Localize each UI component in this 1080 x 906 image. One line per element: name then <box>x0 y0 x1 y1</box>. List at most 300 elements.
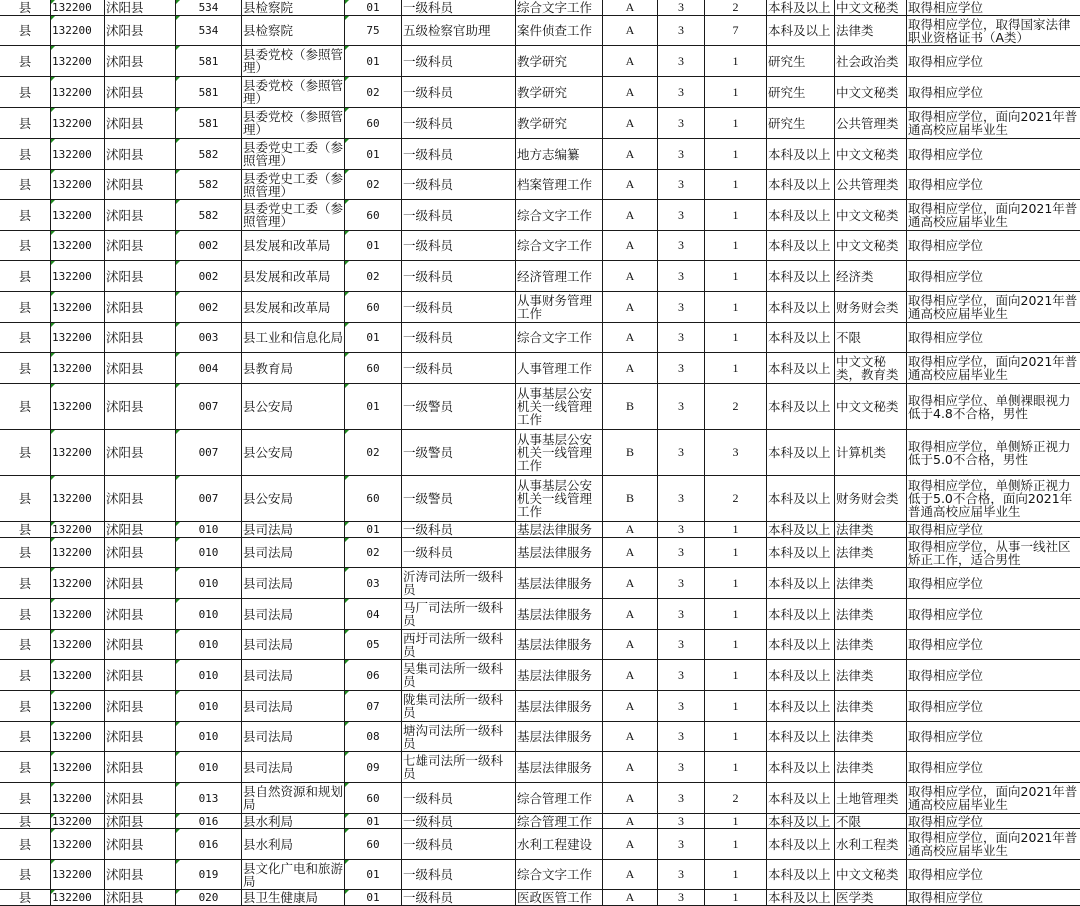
cell-count[interactable]: 1 <box>705 722 767 752</box>
cell-position-code[interactable]: 01 <box>345 46 402 77</box>
cell-position-code[interactable]: 01 <box>345 139 402 170</box>
cell-position-code[interactable]: 04 <box>345 599 402 630</box>
cell-category[interactable]: A <box>603 522 658 538</box>
cell-level[interactable]: 县 <box>0 323 51 353</box>
cell-category[interactable]: A <box>603 783 658 814</box>
cell-level[interactable]: 县 <box>0 599 51 630</box>
cell-region-code[interactable]: 132200 <box>51 660 105 691</box>
cell-other[interactable]: 取得相应学位 <box>907 139 1080 170</box>
cell-major[interactable]: 法律类 <box>835 630 907 660</box>
cell-position-desc[interactable]: 从事基层公安机关一线管理工作 <box>516 430 603 476</box>
cell-category[interactable]: A <box>603 860 658 890</box>
cell-position-code[interactable]: 02 <box>345 170 402 200</box>
cell-education[interactable]: 本科及以上 <box>767 353 835 384</box>
cell-position-desc[interactable]: 地方志编纂 <box>516 139 603 170</box>
cell-position-desc[interactable]: 综合管理工作 <box>516 783 603 814</box>
cell-region-code[interactable]: 132200 <box>51 752 105 783</box>
cell-region-code[interactable]: 132200 <box>51 722 105 752</box>
cell-count[interactable]: 1 <box>705 814 767 829</box>
cell-ratio[interactable]: 3 <box>658 231 705 261</box>
cell-ratio[interactable]: 3 <box>658 691 705 722</box>
cell-unit-code[interactable]: 010 <box>176 752 242 783</box>
cell-count[interactable]: 2 <box>705 783 767 814</box>
cell-category[interactable]: A <box>603 599 658 630</box>
cell-region-name[interactable]: 沭阳县 <box>105 139 176 170</box>
cell-other[interactable]: 取得相应学位 <box>907 630 1080 660</box>
cell-ratio[interactable]: 3 <box>658 783 705 814</box>
cell-position-code[interactable]: 02 <box>345 261 402 292</box>
cell-unit-code[interactable]: 010 <box>176 630 242 660</box>
cell-position-code[interactable]: 08 <box>345 722 402 752</box>
cell-education[interactable]: 本科及以上 <box>767 660 835 691</box>
cell-unit-name[interactable]: 县教育局 <box>242 353 345 384</box>
cell-region-code[interactable]: 132200 <box>51 0 105 16</box>
cell-region-code[interactable]: 132200 <box>51 599 105 630</box>
cell-position-desc[interactable]: 案件侦查工作 <box>516 16 603 46</box>
cell-position-code[interactable]: 09 <box>345 752 402 783</box>
cell-level[interactable]: 县 <box>0 353 51 384</box>
cell-count[interactable]: 2 <box>705 0 767 16</box>
cell-region-name[interactable]: 沭阳县 <box>105 430 176 476</box>
cell-ratio[interactable]: 3 <box>658 261 705 292</box>
cell-unit-name[interactable]: 县司法局 <box>242 752 345 783</box>
cell-position-code[interactable]: 01 <box>345 0 402 16</box>
cell-other[interactable]: 取得相应学位 <box>907 261 1080 292</box>
cell-major[interactable]: 法律类 <box>835 752 907 783</box>
cell-position-code[interactable]: 02 <box>345 538 402 568</box>
cell-position-desc[interactable]: 基层法律服务 <box>516 630 603 660</box>
cell-other[interactable]: 取得相应学位 <box>907 568 1080 599</box>
cell-unit-code[interactable]: 020 <box>176 890 242 906</box>
cell-region-name[interactable]: 沭阳县 <box>105 538 176 568</box>
cell-position-desc[interactable]: 综合文字工作 <box>516 323 603 353</box>
cell-count[interactable]: 3 <box>705 430 767 476</box>
cell-major[interactable]: 法律类 <box>835 16 907 46</box>
cell-region-name[interactable]: 沭阳县 <box>105 46 176 77</box>
cell-level[interactable]: 县 <box>0 430 51 476</box>
cell-region-code[interactable]: 132200 <box>51 538 105 568</box>
cell-education[interactable]: 本科及以上 <box>767 538 835 568</box>
cell-level[interactable]: 县 <box>0 814 51 829</box>
cell-unit-code[interactable]: 010 <box>176 599 242 630</box>
cell-unit-name[interactable]: 县公安局 <box>242 430 345 476</box>
cell-other[interactable]: 取得相应学位 <box>907 722 1080 752</box>
cell-position-code[interactable]: 60 <box>345 108 402 139</box>
cell-count[interactable]: 2 <box>705 384 767 430</box>
cell-count[interactable]: 1 <box>705 231 767 261</box>
cell-position-code[interactable]: 03 <box>345 568 402 599</box>
cell-position-code[interactable]: 60 <box>345 200 402 231</box>
cell-other[interactable]: 取得相应学位，面向2021年普通高校应届毕业生 <box>907 200 1080 231</box>
cell-region-code[interactable]: 132200 <box>51 522 105 538</box>
cell-position-code[interactable]: 05 <box>345 630 402 660</box>
cell-major[interactable]: 中文文秘类，教育类 <box>835 353 907 384</box>
cell-region-name[interactable]: 沭阳县 <box>105 231 176 261</box>
cell-position-code[interactable]: 01 <box>345 522 402 538</box>
cell-region-code[interactable]: 132200 <box>51 890 105 906</box>
cell-region-code[interactable]: 132200 <box>51 16 105 46</box>
cell-major[interactable]: 公共管理类 <box>835 170 907 200</box>
cell-region-code[interactable]: 132200 <box>51 430 105 476</box>
cell-position-name[interactable]: 一级科员 <box>402 292 516 323</box>
cell-category[interactable]: A <box>603 108 658 139</box>
cell-position-desc[interactable]: 综合管理工作 <box>516 814 603 829</box>
cell-position-desc[interactable]: 从事基层公安机关一线管理工作 <box>516 476 603 522</box>
cell-position-code[interactable]: 01 <box>345 231 402 261</box>
cell-region-name[interactable]: 沭阳县 <box>105 476 176 522</box>
cell-position-desc[interactable]: 从事基层公安机关一线管理工作 <box>516 384 603 430</box>
cell-count[interactable]: 1 <box>705 323 767 353</box>
cell-other[interactable]: 取得相应学位 <box>907 46 1080 77</box>
cell-level[interactable]: 县 <box>0 890 51 906</box>
cell-category[interactable]: B <box>603 430 658 476</box>
cell-position-desc[interactable]: 水利工程建设 <box>516 829 603 860</box>
cell-level[interactable]: 县 <box>0 16 51 46</box>
cell-major[interactable]: 公共管理类 <box>835 108 907 139</box>
cell-major[interactable]: 中文文秘类 <box>835 200 907 231</box>
cell-region-name[interactable]: 沭阳县 <box>105 722 176 752</box>
cell-category[interactable]: A <box>603 292 658 323</box>
cell-count[interactable]: 1 <box>705 292 767 323</box>
cell-other[interactable]: 取得相应学位 <box>907 522 1080 538</box>
cell-category[interactable]: A <box>603 261 658 292</box>
cell-region-name[interactable]: 沭阳县 <box>105 829 176 860</box>
cell-unit-name[interactable]: 县工业和信息化局 <box>242 323 345 353</box>
cell-ratio[interactable]: 3 <box>658 16 705 46</box>
cell-ratio[interactable]: 3 <box>658 538 705 568</box>
cell-ratio[interactable]: 3 <box>658 0 705 16</box>
cell-count[interactable]: 1 <box>705 46 767 77</box>
cell-region-code[interactable]: 132200 <box>51 783 105 814</box>
cell-category[interactable]: A <box>603 0 658 16</box>
cell-level[interactable]: 县 <box>0 476 51 522</box>
cell-count[interactable]: 1 <box>705 108 767 139</box>
cell-category[interactable]: A <box>603 890 658 906</box>
cell-major[interactable]: 经济类 <box>835 261 907 292</box>
cell-major[interactable]: 法律类 <box>835 568 907 599</box>
cell-category[interactable]: A <box>603 722 658 752</box>
cell-region-name[interactable]: 沭阳县 <box>105 860 176 890</box>
cell-position-desc[interactable]: 经济管理工作 <box>516 261 603 292</box>
cell-major[interactable]: 计算机类 <box>835 430 907 476</box>
cell-category[interactable]: A <box>603 829 658 860</box>
cell-position-desc[interactable]: 从事财务管理工作 <box>516 292 603 323</box>
cell-major[interactable]: 中文文秘类 <box>835 77 907 108</box>
cell-position-name[interactable]: 一级警员 <box>402 430 516 476</box>
cell-education[interactable]: 本科及以上 <box>767 231 835 261</box>
cell-region-code[interactable]: 132200 <box>51 476 105 522</box>
cell-unit-name[interactable]: 县公安局 <box>242 476 345 522</box>
cell-education[interactable]: 本科及以上 <box>767 200 835 231</box>
cell-position-name[interactable]: 一级科员 <box>402 108 516 139</box>
cell-category[interactable]: A <box>603 691 658 722</box>
cell-count[interactable]: 1 <box>705 691 767 722</box>
cell-education[interactable]: 本科及以上 <box>767 722 835 752</box>
cell-other[interactable]: 取得相应学位 <box>907 231 1080 261</box>
cell-education[interactable]: 本科及以上 <box>767 568 835 599</box>
cell-education[interactable]: 本科及以上 <box>767 599 835 630</box>
cell-unit-name[interactable]: 县委党史工委（参照管理） <box>243 140 344 168</box>
cell-category[interactable]: B <box>603 384 658 430</box>
cell-education[interactable]: 本科及以上 <box>767 522 835 538</box>
cell-education[interactable]: 本科及以上 <box>767 430 835 476</box>
cell-category[interactable]: A <box>603 660 658 691</box>
cell-region-name[interactable]: 沭阳县 <box>105 16 176 46</box>
cell-count[interactable]: 7 <box>705 16 767 46</box>
cell-region-name[interactable]: 沭阳县 <box>105 384 176 430</box>
cell-level[interactable]: 县 <box>0 630 51 660</box>
cell-position-name[interactable]: 陇集司法所一级科员 <box>402 691 516 722</box>
cell-region-code[interactable]: 132200 <box>51 46 105 77</box>
cell-major[interactable]: 财务财会类 <box>835 292 907 323</box>
cell-other[interactable]: 取得相应学位，单侧矫正视力低于5.0不合格，男性 <box>907 430 1080 476</box>
cell-region-code[interactable]: 132200 <box>51 200 105 231</box>
cell-unit-code[interactable]: 534 <box>176 16 242 46</box>
cell-other[interactable]: 取得相应学位，单侧矫正视力低于5.0不合格，面向2021年普通高校应届毕业生 <box>907 476 1080 522</box>
cell-level[interactable]: 县 <box>0 660 51 691</box>
cell-count[interactable]: 1 <box>705 752 767 783</box>
cell-region-code[interactable]: 132200 <box>51 860 105 890</box>
cell-level[interactable]: 县 <box>0 538 51 568</box>
cell-other[interactable]: 取得相应学位 <box>907 860 1080 890</box>
cell-category[interactable]: A <box>603 139 658 170</box>
cell-region-name[interactable]: 沭阳县 <box>105 292 176 323</box>
cell-position-name[interactable]: 一级科员 <box>402 170 516 200</box>
cell-unit-name[interactable]: 县司法局 <box>242 660 345 691</box>
cell-level[interactable]: 县 <box>0 722 51 752</box>
cell-position-code[interactable]: 75 <box>345 16 402 46</box>
cell-region-code[interactable]: 132200 <box>51 323 105 353</box>
cell-level[interactable]: 县 <box>0 139 51 170</box>
cell-unit-name[interactable]: 县委党史工委（参照管理） <box>243 170 344 199</box>
cell-ratio[interactable]: 3 <box>658 660 705 691</box>
cell-position-desc[interactable]: 基层法律服务 <box>516 752 603 783</box>
cell-position-name[interactable]: 沂涛司法所一级科员 <box>402 568 516 599</box>
cell-unit-name[interactable]: 县发展和改革局 <box>242 261 345 292</box>
cell-count[interactable]: 1 <box>705 660 767 691</box>
cell-major[interactable]: 中文文秘类 <box>835 860 907 890</box>
cell-ratio[interactable]: 3 <box>658 384 705 430</box>
cell-category[interactable]: A <box>603 46 658 77</box>
cell-education[interactable]: 本科及以上 <box>767 323 835 353</box>
cell-category[interactable]: A <box>603 752 658 783</box>
cell-unit-name[interactable]: 县检察院 <box>242 0 345 16</box>
cell-other[interactable]: 取得相应学位，面向2021年普通高校应届毕业生 <box>907 292 1080 323</box>
cell-unit-code[interactable]: 010 <box>176 522 242 538</box>
cell-education[interactable]: 本科及以上 <box>767 890 835 906</box>
cell-position-name[interactable]: 马厂司法所一级科员 <box>402 599 516 630</box>
cell-level[interactable]: 县 <box>0 108 51 139</box>
cell-other[interactable]: 取得相应学位，面向2021年普通高校应届毕业生 <box>907 108 1080 139</box>
cell-level[interactable]: 县 <box>0 691 51 722</box>
cell-region-code[interactable]: 132200 <box>51 829 105 860</box>
cell-major[interactable]: 中文文秘类 <box>835 231 907 261</box>
cell-education[interactable]: 本科及以上 <box>767 16 835 46</box>
cell-position-code[interactable]: 07 <box>345 691 402 722</box>
cell-major[interactable]: 医学类 <box>835 890 907 906</box>
cell-category[interactable]: A <box>603 538 658 568</box>
cell-education[interactable]: 本科及以上 <box>767 476 835 522</box>
cell-other[interactable]: 取得相应学位，面向2021年普通高校应届毕业生 <box>907 783 1080 814</box>
cell-position-code[interactable]: 06 <box>345 660 402 691</box>
cell-unit-code[interactable]: 581 <box>176 77 242 108</box>
cell-unit-name[interactable]: 县司法局 <box>242 599 345 630</box>
cell-ratio[interactable]: 3 <box>658 568 705 599</box>
cell-other[interactable]: 取得相应学位 <box>907 323 1080 353</box>
cell-position-name[interactable]: 一级科员 <box>402 829 516 860</box>
cell-unit-code[interactable]: 581 <box>176 46 242 77</box>
cell-category[interactable]: A <box>603 231 658 261</box>
cell-other[interactable]: 取得相应学位 <box>907 660 1080 691</box>
cell-position-desc[interactable]: 档案管理工作 <box>516 170 603 200</box>
cell-position-desc[interactable]: 教学研究 <box>516 46 603 77</box>
cell-level[interactable]: 县 <box>0 170 51 200</box>
cell-region-code[interactable]: 132200 <box>51 353 105 384</box>
cell-ratio[interactable]: 3 <box>658 599 705 630</box>
cell-region-name[interactable]: 沭阳县 <box>105 660 176 691</box>
cell-other[interactable]: 取得相应学位 <box>907 691 1080 722</box>
cell-region-code[interactable]: 132200 <box>51 170 105 200</box>
cell-ratio[interactable]: 3 <box>658 139 705 170</box>
cell-unit-name[interactable]: 县委党校（参照管理） <box>243 47 344 75</box>
cell-unit-name[interactable]: 县委党史工委（参照管理） <box>243 201 344 229</box>
cell-level[interactable]: 县 <box>0 829 51 860</box>
cell-major[interactable]: 法律类 <box>835 722 907 752</box>
cell-position-name[interactable]: 一级科员 <box>402 0 516 16</box>
cell-region-name[interactable]: 沭阳县 <box>105 0 176 16</box>
cell-education[interactable]: 研究生 <box>767 108 835 139</box>
cell-count[interactable]: 1 <box>705 77 767 108</box>
cell-region-name[interactable]: 沭阳县 <box>105 630 176 660</box>
cell-region-name[interactable]: 沭阳县 <box>105 691 176 722</box>
cell-level[interactable]: 县 <box>0 568 51 599</box>
cell-position-code[interactable]: 01 <box>345 814 402 829</box>
cell-major[interactable]: 财务财会类 <box>835 476 907 522</box>
cell-position-name[interactable]: 一级科员 <box>402 783 516 814</box>
cell-position-code[interactable]: 02 <box>345 430 402 476</box>
cell-major[interactable]: 法律类 <box>835 522 907 538</box>
cell-level[interactable]: 县 <box>0 46 51 77</box>
cell-unit-code[interactable]: 010 <box>176 660 242 691</box>
cell-region-name[interactable]: 沭阳县 <box>105 890 176 906</box>
cell-position-desc[interactable]: 医政医管工作 <box>516 890 603 906</box>
cell-unit-code[interactable]: 010 <box>176 568 242 599</box>
cell-unit-code[interactable]: 010 <box>176 538 242 568</box>
cell-ratio[interactable]: 3 <box>658 108 705 139</box>
cell-level[interactable]: 县 <box>0 77 51 108</box>
cell-unit-code[interactable]: 002 <box>176 261 242 292</box>
cell-position-code[interactable]: 60 <box>345 783 402 814</box>
cell-level[interactable]: 县 <box>0 200 51 231</box>
cell-education[interactable]: 本科及以上 <box>767 814 835 829</box>
cell-major[interactable]: 水利工程类 <box>835 829 907 860</box>
cell-category[interactable]: A <box>603 200 658 231</box>
cell-position-desc[interactable]: 人事管理工作 <box>516 353 603 384</box>
cell-ratio[interactable]: 3 <box>658 170 705 200</box>
cell-unit-code[interactable]: 002 <box>176 292 242 323</box>
cell-unit-name[interactable]: 县司法局 <box>242 522 345 538</box>
cell-unit-name[interactable]: 县自然资源和规划局 <box>243 784 344 812</box>
cell-level[interactable]: 县 <box>0 752 51 783</box>
cell-position-name[interactable]: 吴集司法所一级科员 <box>402 660 516 691</box>
cell-count[interactable]: 1 <box>705 353 767 384</box>
cell-position-name[interactable]: 一级警员 <box>402 384 516 430</box>
cell-category[interactable]: A <box>603 353 658 384</box>
cell-education[interactable]: 研究生 <box>767 46 835 77</box>
cell-region-code[interactable]: 132200 <box>51 139 105 170</box>
cell-ratio[interactable]: 3 <box>658 890 705 906</box>
cell-unit-code[interactable]: 010 <box>176 691 242 722</box>
cell-unit-code[interactable]: 004 <box>176 353 242 384</box>
cell-position-desc[interactable]: 综合文字工作 <box>516 860 603 890</box>
cell-education[interactable]: 本科及以上 <box>767 139 835 170</box>
cell-position-code[interactable]: 60 <box>345 292 402 323</box>
cell-other[interactable]: 取得相应学位，面向2021年普通高校应届毕业生 <box>907 829 1080 860</box>
cell-other[interactable]: 取得相应学位 <box>907 170 1080 200</box>
cell-unit-code[interactable]: 002 <box>176 231 242 261</box>
cell-education[interactable]: 本科及以上 <box>767 829 835 860</box>
cell-other[interactable]: 取得相应学位 <box>907 599 1080 630</box>
cell-education[interactable]: 本科及以上 <box>767 170 835 200</box>
cell-region-name[interactable]: 沭阳县 <box>105 108 176 139</box>
cell-major[interactable]: 土地管理类 <box>835 783 907 814</box>
cell-unit-name[interactable]: 县发展和改革局 <box>242 292 345 323</box>
cell-position-name[interactable]: 一级科员 <box>402 46 516 77</box>
cell-other[interactable]: 取得相应学位 <box>907 890 1080 906</box>
cell-position-name[interactable]: 一级科员 <box>402 200 516 231</box>
cell-unit-code[interactable]: 007 <box>176 476 242 522</box>
cell-region-code[interactable]: 132200 <box>51 384 105 430</box>
cell-unit-code[interactable]: 581 <box>176 108 242 139</box>
cell-ratio[interactable]: 3 <box>658 200 705 231</box>
cell-ratio[interactable]: 3 <box>658 292 705 323</box>
cell-education[interactable]: 本科及以上 <box>767 752 835 783</box>
cell-major[interactable]: 中文文秘类 <box>835 0 907 16</box>
cell-category[interactable]: A <box>603 77 658 108</box>
cell-unit-name[interactable]: 县司法局 <box>242 630 345 660</box>
cell-position-name[interactable]: 一级警员 <box>402 476 516 522</box>
cell-level[interactable]: 县 <box>0 384 51 430</box>
cell-position-code[interactable]: 60 <box>345 829 402 860</box>
cell-level[interactable]: 县 <box>0 261 51 292</box>
cell-position-desc[interactable]: 综合文字工作 <box>516 200 603 231</box>
cell-other[interactable]: 取得相应学位 <box>907 77 1080 108</box>
cell-position-code[interactable]: 01 <box>345 384 402 430</box>
cell-ratio[interactable]: 3 <box>658 476 705 522</box>
cell-region-name[interactable]: 沭阳县 <box>105 752 176 783</box>
cell-region-name[interactable]: 沭阳县 <box>105 568 176 599</box>
cell-unit-code[interactable]: 582 <box>176 139 242 170</box>
cell-count[interactable]: 1 <box>705 538 767 568</box>
cell-region-name[interactable]: 沭阳县 <box>105 200 176 231</box>
cell-position-desc[interactable]: 基层法律服务 <box>516 599 603 630</box>
cell-count[interactable]: 1 <box>705 261 767 292</box>
cell-unit-name[interactable]: 县水利局 <box>242 829 345 860</box>
cell-major[interactable]: 不限 <box>835 814 907 829</box>
cell-major[interactable]: 社会政治类 <box>835 46 907 77</box>
cell-position-name[interactable]: 一级科员 <box>402 261 516 292</box>
cell-position-name[interactable]: 一级科员 <box>402 323 516 353</box>
cell-count[interactable]: 1 <box>705 568 767 599</box>
cell-level[interactable]: 县 <box>0 522 51 538</box>
cell-unit-code[interactable]: 016 <box>176 814 242 829</box>
cell-ratio[interactable]: 3 <box>658 722 705 752</box>
cell-region-name[interactable]: 沭阳县 <box>105 353 176 384</box>
cell-region-code[interactable]: 132200 <box>51 691 105 722</box>
cell-count[interactable]: 1 <box>705 522 767 538</box>
cell-major[interactable]: 法律类 <box>835 538 907 568</box>
cell-other[interactable]: 取得相应学位，取得国家法律职业资格证书（A类） <box>907 16 1080 46</box>
